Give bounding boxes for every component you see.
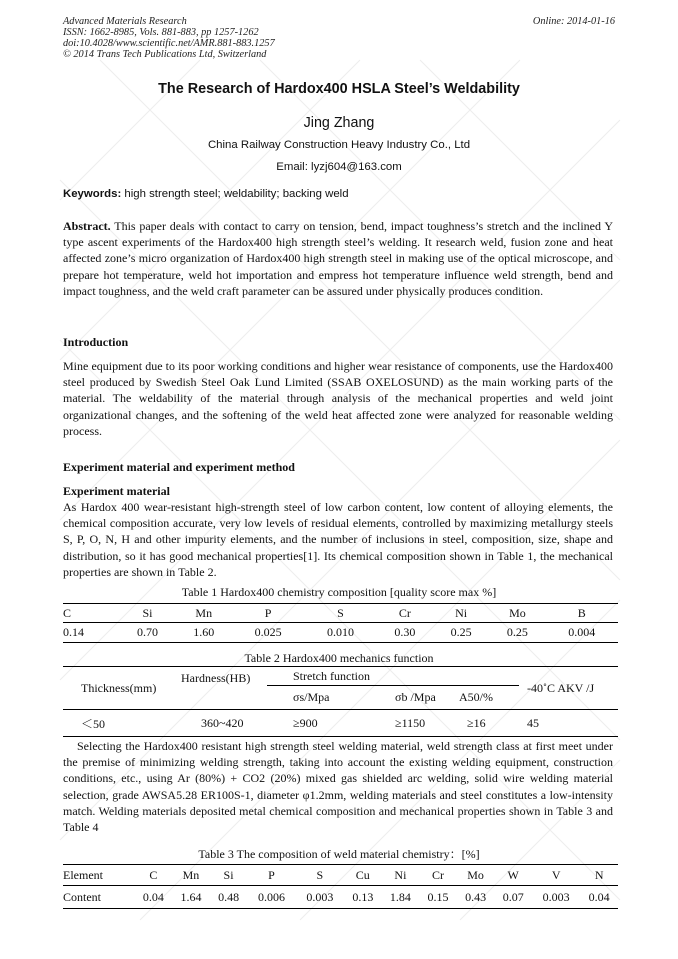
table-cell: Content (63, 889, 101, 904)
table-cell: 0.003 (542, 889, 570, 904)
table-cell: 0.07 (502, 889, 524, 904)
table1-caption: Table 1 Hardox400 chemistry composition [quality score max %] (181, 585, 497, 599)
table-header-cell: Hardness(HB) (181, 671, 251, 685)
table-cell: 0.003 (306, 889, 334, 904)
introduction-text: Mine equipment due to its poor working conditions and higher wear resistance of components, use the Hardox400 steel produced by Swedish Steel Oak Lund Limited (SSAB OXELOSUND) as the main working parts of the material. The weldability of the material through analysis of the mechanical properties and weld joint organizational changes, and the softening of the weld heat affected zone were analyzed for reasonable welding process. (63, 359, 613, 438)
abstract-label: Abstract. (63, 219, 111, 233)
table-cell: 0.15 (427, 889, 449, 904)
table-header-cell: Ni (433, 604, 489, 623)
table-cell: 45 (527, 715, 539, 730)
table-header-cell: Cr (377, 604, 433, 623)
table-cell: 0.48 (218, 889, 240, 904)
abstract-text: This paper deals with contact to carry on tension, bend, impact toughness’s stretch and the inclined Y type ascent experiments of the Hardox400 high strength steel’s welding. It research weld, fusion zone and heat affected zone’s micro organization of Hardox400 high strength steel in making use of the optical microscope, and prepare hot temperature, weld hot importation and empress hot temperature influence weld strength, bend and impact toughness, and the weld craft parameter can be assured under physically produces condition. (63, 219, 613, 298)
table-row (63, 623, 618, 643)
table-header-cell: C (63, 604, 119, 623)
table-cell: 0.004 (568, 625, 596, 639)
table-header-row (63, 667, 618, 686)
table-cell: ≥1150 (395, 715, 426, 730)
journal-name: Advanced Materials Research (63, 16, 187, 27)
section-heading-introduction: Introduction (63, 335, 129, 349)
table-cell: 1.84 (389, 889, 411, 904)
welding-text: Selecting the Hardox400 resistant high strength steel welding material, weld strength class at first meet under the premise of minimizing welding strength, taking into account the existing welding equipment, construction conditions, etc., using Ar (80%) + CO2 (20%) mixed gas shielded arc welding, solid wire welding material selection, grade AWSA5.28 ER100S-1, diameter φ1.2mm, welding materials and steel constitutes a low-intensity match. Welding materials deposited metal chemical composition and mechanical properties shown in Table 3 and Table 4 (63, 739, 613, 835)
table-header-cell: Si (119, 604, 175, 623)
table-cell: 360~420 (201, 715, 244, 730)
table-header-cell: σb /Mpa (395, 690, 436, 705)
table-header-cell: Cr (419, 865, 457, 886)
table-cell: 0.010 (326, 625, 354, 639)
table-header-cell: Mo (489, 604, 545, 623)
table-row (63, 886, 618, 909)
keywords-label: Keywords: (63, 188, 122, 200)
table-cell: 0.30 (394, 625, 416, 639)
table-cell: 0.25 (506, 625, 528, 639)
table-cell: 0.04 (142, 889, 164, 904)
table-header-cell: Element (63, 865, 135, 886)
journal-info (63, 16, 275, 60)
table-cell: 0.13 (352, 889, 374, 904)
table-header-cell: σs/Mpa (293, 690, 330, 705)
table-cell: 0.43 (465, 889, 487, 904)
subsection-heading-material: Experiment material (63, 484, 170, 498)
table-cell: 0.14 (63, 625, 84, 639)
table-header-cell: Si (210, 865, 248, 886)
table-cell: ≥900 (293, 715, 318, 730)
table2 (63, 666, 618, 737)
table-header-cell: -40˚C AKV /J (527, 680, 595, 695)
author-name: Jing Zhang (303, 115, 375, 131)
table-cell: 0.006 (258, 889, 286, 904)
table-header-cell: S (296, 865, 344, 886)
abstract (63, 218, 613, 299)
table-cell: 0.025 (254, 625, 282, 639)
table-header-cell: B (546, 604, 618, 623)
table-header-cell: Thickness(mm) (81, 680, 157, 695)
table-header-row (63, 604, 618, 623)
table-cell: 1.60 (193, 625, 215, 639)
table1 (63, 603, 618, 643)
experiment-text: As Hardox 400 wear-resistant high-strength steel of low carbon content, low content of alloying elements, the chemical composition accurate, very low levels of residual elements, controlled by maximizing metallurgy steels S, P, O, N, H and other impurity elements, and the number of inclusions in steel, composition, size, shape and distribution, so it has good mechanical properties[1]. Its chemical composition shown in Table 1, the mechanical properties are shown in Table 2. (63, 500, 613, 579)
section-heading-experiment: Experiment material and experiment method (63, 460, 295, 474)
table-cell: 0.70 (136, 625, 158, 639)
table-cell: ≥16 (467, 715, 486, 730)
table2-caption: Table 2 Hardox400 mechanics function (244, 651, 434, 665)
table-header-cell: N (580, 865, 618, 886)
journal-doi: doi:10.4028/www.scientific.net/AMR.881-883.1257 (63, 38, 275, 49)
table-header-cell: C (135, 865, 173, 886)
table-header-cell: A50/% (459, 690, 493, 705)
table-cell: 0.04 (588, 889, 610, 904)
table-header-cell: Mo (457, 865, 495, 886)
table-header-cell: Mn (172, 865, 210, 886)
table-header-cell: Cu (344, 865, 382, 886)
table-header-cell: Stretch function (267, 667, 519, 686)
journal-issn: ISSN: 1662-8985, Vols. 881-883, pp 1257-1262 (63, 27, 259, 38)
table-header-cell: P (247, 865, 295, 886)
table-header-cell: Ni (382, 865, 420, 886)
table-row (63, 710, 618, 737)
table-header-cell: V (532, 865, 580, 886)
journal-copyright: © 2014 Trans Tech Publications Ltd, Switzerland (63, 49, 267, 60)
author-affiliation: China Railway Construction Heavy Industry Co., Ltd (207, 139, 471, 151)
author-email: Email: lyzj604@163.com (276, 161, 402, 173)
table-cell: 1.64 (180, 889, 202, 904)
table-header-row (63, 865, 618, 886)
table-header-cell: P (232, 604, 304, 623)
paper-title: The Research of Hardox400 HSLA Steel’s Weldability (158, 81, 520, 97)
table-cell: ＜50 (81, 716, 106, 731)
table3-caption: Table 3 The composition of weld material chemistry：[%] (198, 847, 480, 861)
table-cell: 0.25 (450, 625, 472, 639)
table-header-cell: W (494, 865, 532, 886)
keywords (63, 188, 349, 200)
keywords-text: high strength steel; weldability; backing weld (124, 188, 349, 200)
online-date: Online: 2014-01-16 (532, 16, 615, 27)
table-header-cell: Mn (176, 604, 232, 623)
table3 (63, 864, 618, 909)
table-header-cell: S (304, 604, 376, 623)
